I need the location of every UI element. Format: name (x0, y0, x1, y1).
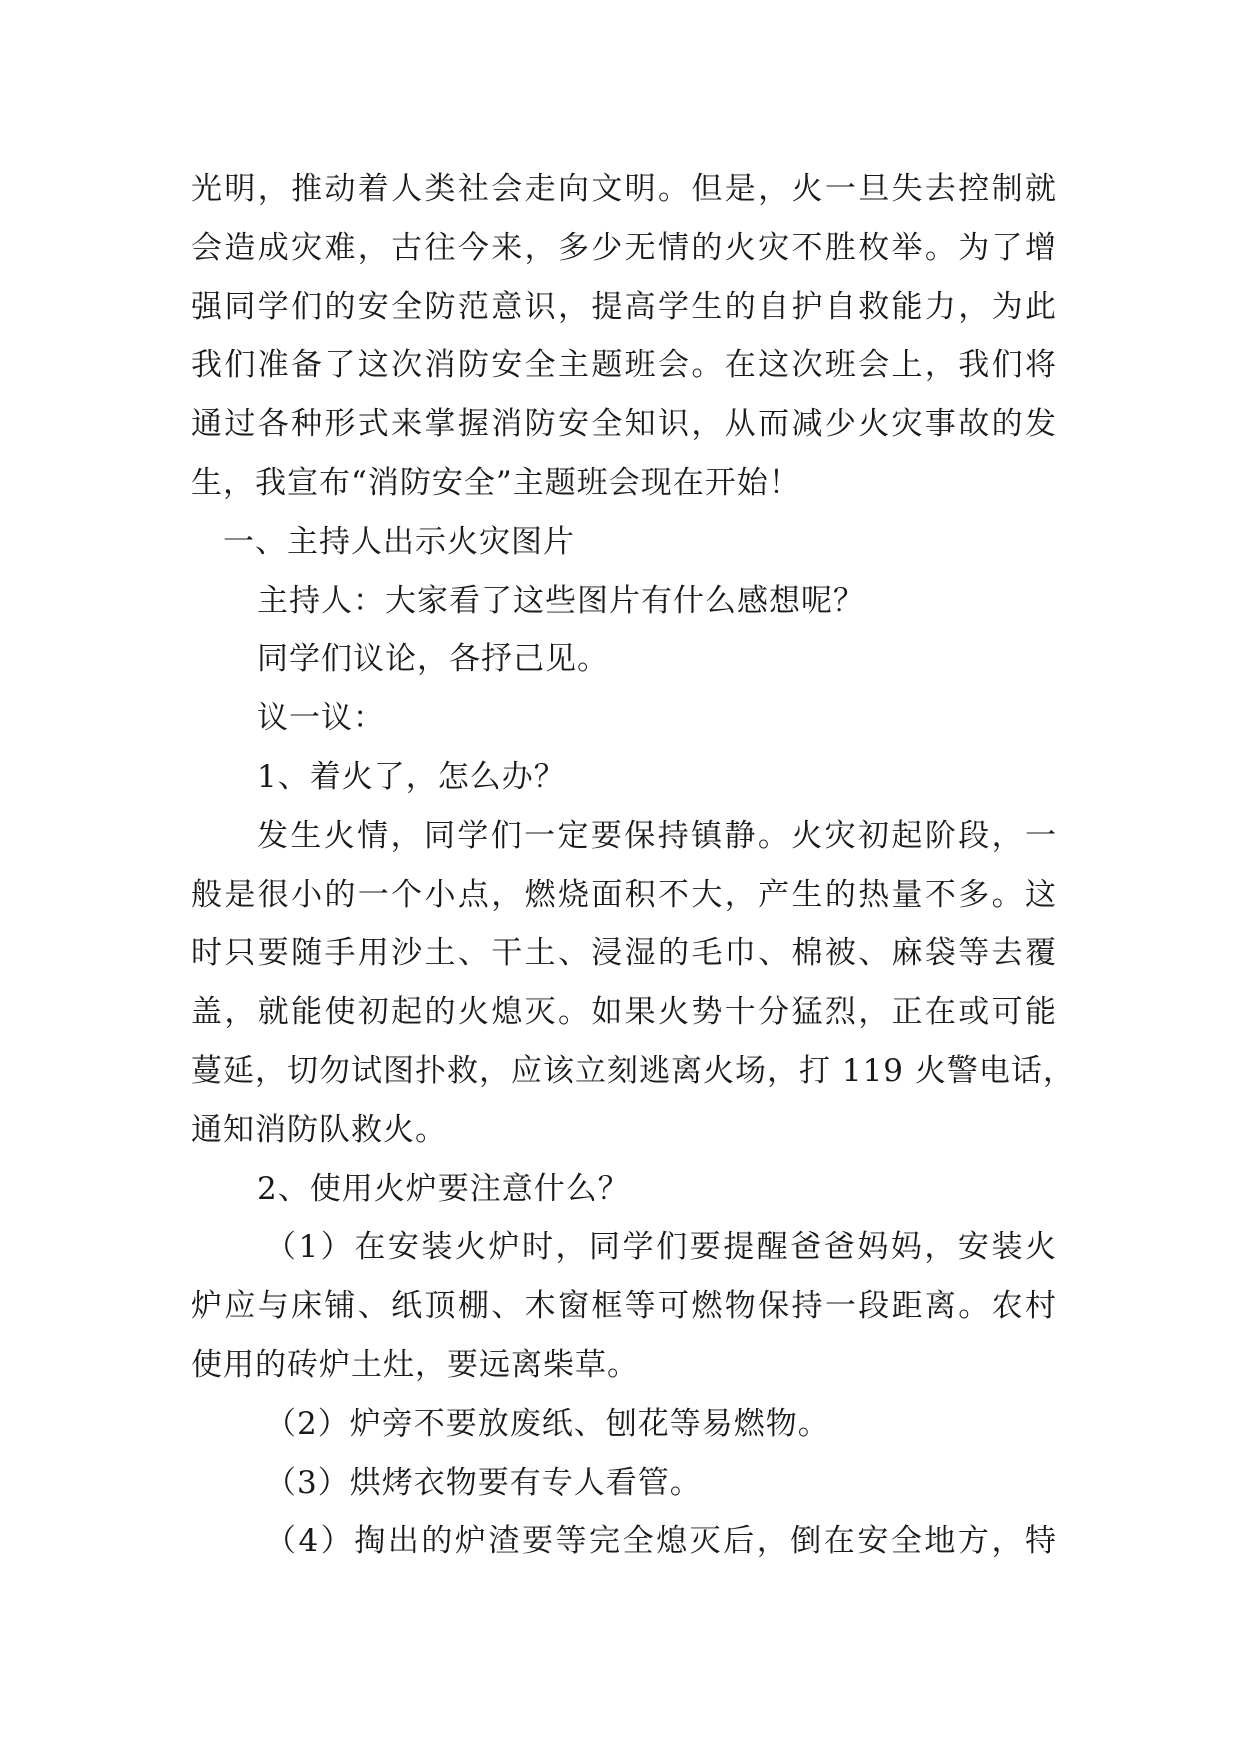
text-line: 主持人：大家看了这些图片有什么感想呢？ (257, 582, 865, 619)
text-line: 强同学们的安全防范意识，提高学生的自护自救能力，为此 (191, 288, 1057, 325)
text-line: 光明，推动着人类社会走向文明。但是，火一旦失去控制就 (191, 171, 1057, 207)
text-line: 般是很小的一个小点，燃烧面积不大，产生的热量不多。这 (191, 876, 1057, 913)
list-item-heading: 1、着火了，怎么办？ (257, 758, 566, 795)
text-line: （4）掏出的炉渣要等完全熄灭后，倒在安全地方，特 (265, 1523, 1057, 1560)
text-line: 时只要随手用沙土、干土、浸湿的毛巾、棉被、麻袋等去覆 (191, 935, 1057, 972)
text-line: 同学们议论，各抒己见。 (257, 641, 609, 678)
text-line: 炉应与床铺、纸顶棚、木窗框等可燃物保持一段距离。农村 (191, 1288, 1057, 1325)
text-line: 我们准备了这次消防安全主题班会。在这次班会上，我们将 (191, 347, 1057, 384)
text-line: （3）烘烤衣物要有专人看管。 (265, 1464, 702, 1501)
text-line: 通过各种形式来掌握消防安全知识，从而减少火灾事故的发 (191, 406, 1057, 443)
text-line: 发生火情，同学们一定要保持镇静。火灾初起阶段，一 (257, 817, 1057, 854)
text-line: 使用的砖炉土灶，要远离柴草。 (191, 1346, 639, 1383)
document-body (191, 160, 1075, 1571)
text-line: 议一议： (257, 700, 385, 737)
text-line: 会造成灾难，古往今来，多少无情的火灾不胜枚举。为了增 (191, 229, 1057, 266)
text-line: （1）在安装火炉时，同学们要提醒爸爸妈妈，安装火 (265, 1229, 1057, 1266)
text-line: 盖，就能使初起的火熄灭。如果火势十分猛烈，正在或可能 (191, 994, 1057, 1031)
text-line: 蔓延，切勿试图扑救，应该立刻逃离火场，打 119 火警电话， (191, 1052, 1075, 1089)
list-item-heading: 2、使用火炉要注意什么？ (257, 1170, 630, 1207)
text-line: 生，我宣布“消防安全”主题班会现在开始！ (191, 464, 801, 501)
text-line: （2）炉旁不要放废纸、刨花等易燃物。 (265, 1405, 830, 1442)
text-line: 通知消防队救火。 (191, 1111, 447, 1148)
section-heading: 一、主持人出示火灾图片 (223, 523, 575, 560)
